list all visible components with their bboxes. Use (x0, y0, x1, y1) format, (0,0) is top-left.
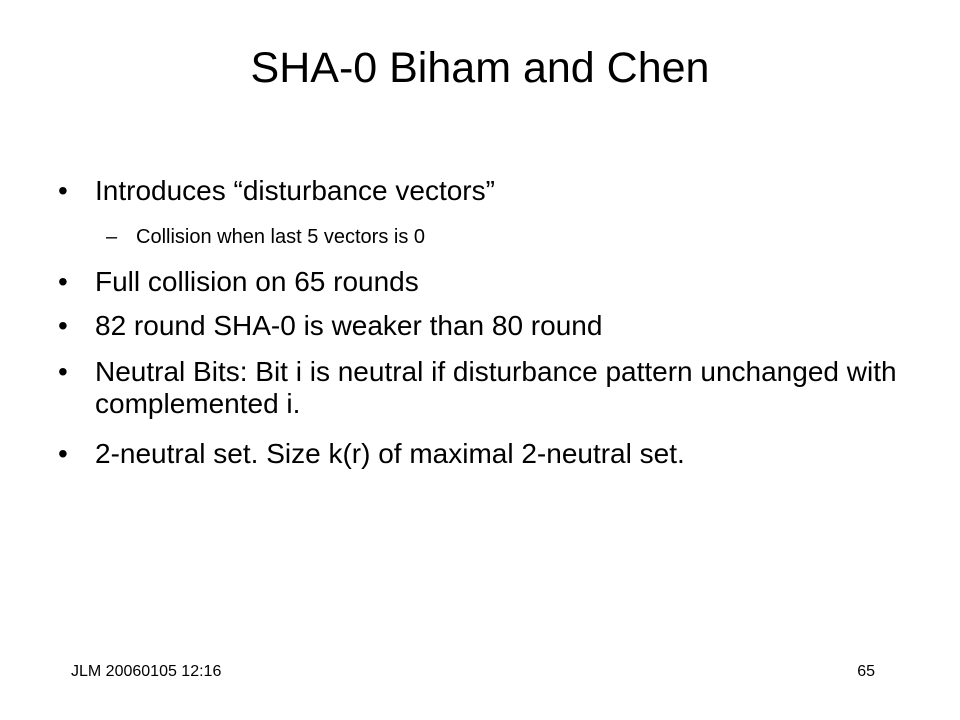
bullet-text: 82 round SHA-0 is weaker than 80 round (95, 310, 603, 341)
slide-title: SHA-0 Biham and Chen (250, 44, 710, 92)
bullet-text: Full collision on 65 rounds (95, 266, 419, 297)
sub-bullet-item (106, 225, 886, 249)
bullet-icon: • (58, 310, 68, 341)
bullet-icon: • (58, 266, 68, 297)
bullet-item (58, 175, 898, 207)
footer-date: JLM 20060105 12:16 (71, 663, 222, 680)
bullet-item (58, 310, 898, 342)
bullet-item (58, 438, 898, 470)
dash-icon: – (106, 226, 118, 248)
slide-number: 65 (857, 663, 875, 680)
sub-bullet-text: Collision when last 5 vectors is 0 (136, 226, 426, 248)
bullet-item (58, 266, 898, 298)
bullet-icon: • (58, 438, 68, 469)
bullet-icon: • (58, 356, 68, 387)
bullet-item (58, 356, 898, 420)
bullet-icon: • (58, 175, 68, 206)
bullet-text: 2-neutral set. Size k(r) of maximal 2-neutral set. (95, 438, 685, 469)
bullet-text: Introduces “disturbance vectors” (95, 175, 495, 206)
bullet-text: Neutral Bits: Bit i is neutral if disturbance pattern unchanged with complemented i. (95, 356, 897, 419)
